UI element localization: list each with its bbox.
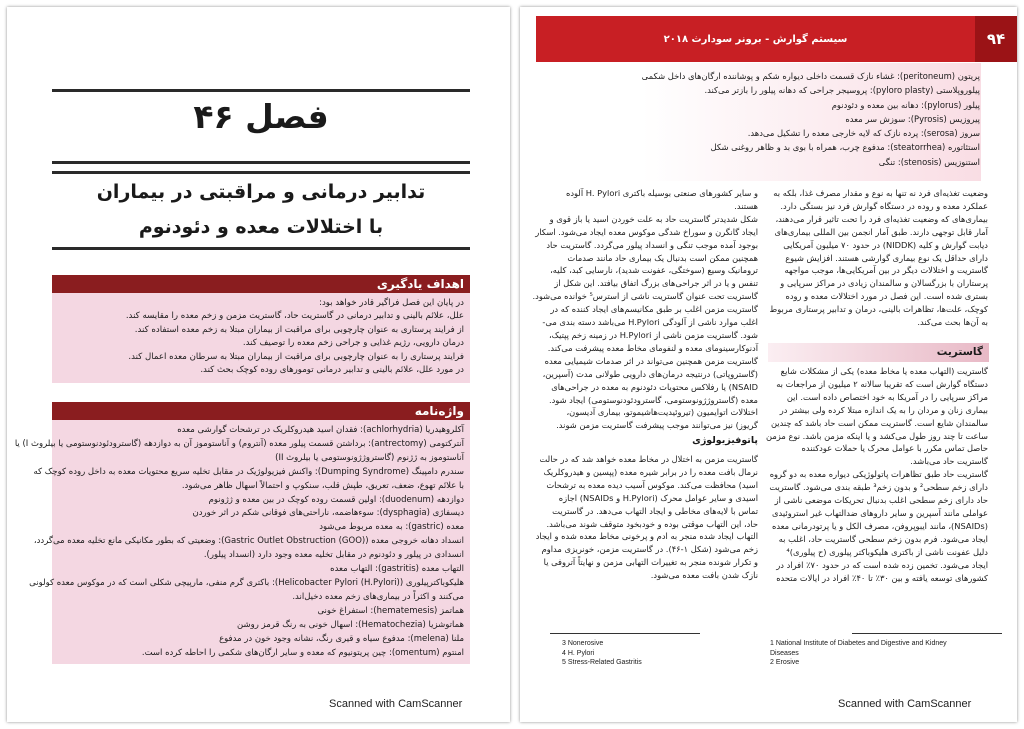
rule-mid-2	[52, 171, 470, 174]
definition-item: پیلوروپلاستی (pyloro plasty): پروسیجر جراحی که دهانه پیلور را بازتر می‌کند.	[704, 85, 980, 96]
paragraph-line: زخم می‌شود (شکل ۱-۴۶). در گاستریت مزمن، خونریزی مداوم	[541, 544, 758, 555]
objectives-heading: اهداف یادگیری	[52, 275, 470, 293]
footnote-item: 5 Stress-Related Gastritis	[562, 659, 642, 666]
glossary-item: سندرم دامپینگ (Dumping Syndrome): واکنش فیزیولوژیک در مقابل تخلیه سریع محتویات معده به داخل روده کوچک که	[33, 466, 464, 477]
paragraph-line: شکل شدیدتر گاستریت حاد به علت خوردن اسید یا باز قوی و	[549, 213, 758, 224]
glossary-item: انسداد دهانه خروجی معده (Gastric Outlet Obstruction (GOO)): وضعیتی که بطور مکانیکی مانع تخلیه معده می‌گردد،	[33, 536, 464, 547]
glossary-item: انسدادی در پیلور و دئودنوم در مقابل تخلیه معده وجود دارد (انسداد پیلور).	[203, 550, 464, 561]
footnote-item: 2 Erosive	[770, 659, 800, 666]
paragraph-line: ایجاد می‌شود. تخمین زده شده است که در حدود ۷۰٪ افراد در	[776, 559, 988, 570]
paragraph-line: دیابت گوارش و کلیه (NIDDK) در حدود ۷۰ میلیون آمریکایی	[783, 239, 988, 250]
paragraph-line: هستند.	[734, 200, 758, 211]
paragraph-line: و سایر کشورهای صنعتی بوسیله باکتری H. Pylori آلوده	[565, 188, 758, 198]
paragraph-line: عملکرد معده و روده در دستگاه گوارش فرد نیز بستگی دارد.	[780, 200, 988, 211]
glossary-box	[14, 402, 470, 664]
paragraph-line: گاستریت تحت عنوان گاستریت ناشی از استرس⁵ خوانده می‌شود.	[532, 291, 758, 302]
footnote-rule-right	[852, 633, 1002, 634]
paragraph-line: ایجاد می‌شود. فرم بدون زخم سطحی گاستریت حاد، اغلب به	[778, 533, 988, 544]
paragraph-line: عواملی مانند آسپرین و سایر داروهای ضدالتهاب غیر استروئیدی	[772, 507, 988, 518]
glossary-item: دیسفاژی (dysphagia): سوءهاضمه، ناراحتی‌های فوقانی شکم در اثر خوردن	[192, 508, 464, 519]
paragraph-line: (گاستروپاتی) درنتیجه درمان‌های دارویی طولانی مدت (آسپرین،	[542, 368, 758, 379]
definition-item: پیلور (pylorus): دهانه بین معده و دئودنوم	[831, 99, 980, 110]
definitions-list	[580, 69, 980, 169]
footnotes-left	[562, 639, 642, 668]
paragraph-line: کوچک، علت‌ها، تظاهرات بالینی، درمان و تدابیر پرستاری مربوط	[769, 304, 988, 315]
glossary-item: با علائم تهوع، ضعف، تعریق، طپش قلب، سنکوپ و احتمالاً اسهال ظاهر می‌شود.	[181, 480, 464, 491]
chapter-subtitle-2: با اختلالات معده و دئودنوم	[138, 216, 384, 238]
paragraph-line: گاستریت حاد طبق تظاهرات پاتولوژیکی دیواره معده به دو گروه	[769, 469, 988, 480]
paragraph-line: وضعیت تغذیه‌ای فرد نه تنها به نوع و مقدار مصرف غذا، بلکه به	[773, 188, 988, 198]
paragraph-line: گاستریت حاد می‌باشد.	[910, 456, 988, 467]
paragraph-line: دارای زخم سطحی² و بدون زخم³ طبقه بندی می‌شود. گاستریت	[769, 482, 988, 493]
paragraph-line: تنفس و یا در اثر جراحی‌های بزرگ اتفاق بیافتد. این شکل از	[554, 278, 758, 289]
glossary-item: می‌کنند و اکثراً در بیماری‌های زخم معده دخیل‌اند.	[292, 591, 464, 602]
glossary-item: هماتوشزیا (Hematochezia): اسهال خونی به رنگ قرمز روشن	[237, 619, 464, 630]
definition-item: سروز (serosa): پرده نازک که لایه خارجی معده را تشکیل می‌دهد.	[747, 128, 980, 139]
paragraph-line: گریوز) نیز می‌توانند موجب پیشرفت گاستریت مزمن شوند.	[556, 420, 758, 431]
paragraph-line: (NSAIDs)، مانند ایبوپروفن، مصرف الکل و یا پرتودرمانی معده	[771, 520, 988, 531]
left-page	[7, 7, 510, 722]
paragraph-line: و تکرار شونده منجر به تغییرات التهابی مزمن و نهایتاً آتروفی یا	[543, 557, 758, 568]
glossary-item: دوازدهه (duodenum): اولین قسمت روده کوچک در بین معده و ژژونوم	[208, 494, 464, 505]
footnote-item: 1 National Institute of Diabetes and Digestive and Kidney	[770, 640, 947, 647]
objectives-list	[52, 293, 470, 379]
left-column	[532, 187, 758, 432]
paragraph-line: اسید) محافظت می‌کند. موکوس آسیب دیده معده به ترشحات	[546, 479, 758, 490]
footnote-rule-left	[550, 633, 700, 634]
objective-item: علل، علائم بالینی و تدابیر درمانی در گاستریت حاد، گاستریت مزمن و زخم معده را مقایسه کند.	[125, 311, 464, 322]
paragraph-line: ساعت تا چند روز طول می‌کشد و یا اینکه مزمن باشد. نوع مزمن	[766, 430, 988, 441]
glossary-heading: واژه‌نامه	[52, 402, 470, 420]
chapter-subtitle-1: تدابیر درمانی و مراقبتی در بیماران	[96, 181, 426, 203]
paragraph-line: اغلب موارد ناشی از آلودگی H.Pylori می‌باشد دسته بندی می-	[542, 317, 758, 328]
objective-item: از فرایند پرستاری به عنوان چارچوبی برای مراقبت از بیماران مبتلا به زخم معده استفاده کند.	[134, 324, 464, 335]
paragraph-line: نازک شدن بافت معده می‌شود.	[650, 570, 758, 581]
pathophys-heading: پاتوفیزیولوژی	[692, 435, 758, 446]
paragraph-line: حاد، این التهاب موقتی بوده و خودبخود متوقف شوند می‌باشد.	[546, 518, 758, 529]
glossary-item: ملنا (melena): مدفوع سیاه و قیری رنگ، نشانه وجود خون در مدفوع	[219, 633, 464, 644]
paragraph-line: مراکز سرپایی را در آمریکا به خود اختصاص داده است. این	[786, 391, 988, 402]
glossary-list	[14, 420, 470, 662]
objective-item: در پایان این فصل فراگیر قادر خواهد بود:	[319, 298, 464, 308]
glossary-item: آنتركتومی (antrectomy): برداشتن قسمت پیلور معده (آنتروم) و آناستوموز آن به دوازدهه (گاسترودئودنوستومی یا بیلروث I) یا	[14, 438, 464, 449]
definition-item: استئاتوره (steatorrhea): مدفوع چرب، همراه با بوی بد و ظاهر روغنی شکل	[710, 142, 980, 153]
paragraph-line: بوجود آمده موجب تنگی و انسداد پیلور می‌گردد. گاستریت حاد	[546, 239, 758, 250]
glossary-item: التهاب معده (gastritis): التهاب معده	[330, 564, 464, 575]
paragraph-line: معده (گاستروژژونوستومی، گاسترودئودنوستومی) ایجاد شود.	[548, 394, 758, 405]
paragraph-line: گاستریت و اختلالات دیگر در بین آمریکایی‌ها، موجب مواجهه	[784, 265, 988, 276]
paragraph-line: دلیل عفونت ناشی از باکتری هلیکوباکتر پیلوری (ح پیلوری)⁴	[786, 546, 988, 557]
glossary-item: هماتمز (hematemesis): استفراغ خونی	[317, 605, 464, 616]
definition-item: استنوزیس (stenosis): تنگی	[878, 156, 980, 167]
objective-item: فرایند پرستاری را به عنوان چارچوبی برای مراقبت از بیماران مبتلا به سرطان معده اعمال کند.	[128, 351, 464, 362]
right-column-gastritis	[766, 365, 988, 584]
paragraph-line: به آن‌ها بحث می‌کند.	[917, 317, 988, 328]
paragraph-line: گاستریت مزمن اغلب بر طبق مکانیسم‌های ایجاد کننده که در	[550, 304, 758, 315]
right-column-intro	[770, 187, 988, 329]
paragraph-line: گاستریت مزمن به اختلال در مخاط معده خواهد شد که در حالت	[539, 454, 758, 464]
footnote-item: 3 Nonerosive	[562, 640, 604, 647]
paragraph-line: ایجاد گانگرن و سوراخ شدگی موکوس معده ایجاد می‌شود. اسکار	[535, 226, 758, 237]
footnotes-right	[770, 639, 947, 668]
paragraph-line: اختلالات اتوایمیون (تیروئیدیت‌هاشیموتو، بیماری آدیسون،	[566, 407, 758, 418]
footnote-item: Diseases	[770, 649, 799, 657]
objective-item: در مورد علل، علائم بالینی و تدابیر درمانی تومورهای روده کوچک بحث کند.	[200, 365, 464, 376]
objective-item: درمان دارویی، رژیم غذایی و جراحی زخم معده را توصیف کند.	[242, 338, 464, 349]
paragraph-line: نرمال بافت معده را در برابر شیره معده (پپسین و هیدروکلریک	[543, 466, 758, 477]
scan-label-left: Scanned with CamScanner	[329, 698, 463, 710]
paragraph-line: گاستریت مزمن همچنین می‌تواند در اثر صدمات شیمیایی معده	[544, 355, 758, 366]
page-number: ۹۴	[975, 16, 1017, 62]
scan-label-right: Scanned with CamScanner	[838, 698, 972, 710]
glossary-item: معده (gastric): به معده مربوط می‌شود	[319, 522, 464, 533]
pathophys-heading-wrap	[540, 435, 758, 448]
rule-top	[52, 89, 470, 92]
paragraph-line: شود. گاستریت مزمن ناشی از H.Pylori در زمینه زخم پپتیک،	[548, 329, 758, 340]
paragraph-line: دستگاه گوارش است که تقریبا سالانه ۲ میلیون از مراجعات به	[776, 378, 988, 389]
paragraph-line: پرستاران با بزرگسالان و سالمندان زیادی در مراکز سرپایی و	[780, 278, 988, 289]
glossary-item: آناستوموز به ژژنوم (گاستروژژونوستومی یا بیلروث II)	[275, 452, 464, 463]
left-column-pathophys	[535, 453, 758, 582]
paragraph-line: بستری شده است. این فصل در مورد اختلالات معده و روده	[785, 291, 988, 302]
header-title: سیستم گوارش - برونر سودارث ۲۰۱۸	[536, 16, 975, 62]
paragraph-line: حاصل تماس مکرر با عوامل محرک یا حملات عودکننده	[801, 443, 988, 454]
paragraph-line: التهاب ایجاد شده منجر به ادم و پرخونی مخاط معده شده و ایجاد	[535, 531, 758, 542]
objectives-box	[52, 275, 470, 383]
right-page	[520, 7, 1017, 722]
definition-item: پیروزیس (Pyrosis): سوزش سر معده	[845, 113, 980, 124]
paragraph-line: کشورهای توسعه یافته و بین ۳۰٪ تا ۴۰٪ افراد در ایالات متحده	[776, 572, 988, 583]
glossary-item: امنتوم (omentum): چین پریتونیوم که معده و سایر ارگان‌های شکمی را احاطه کرده است.	[141, 647, 464, 658]
paragraph-line: سالمندان شایع است. گاستریت ممکن است حاد باشد که چندین	[770, 417, 988, 428]
paragraph-line: گاستریت (التهاب معده یا مخاط معده) یکی از مشکلات شایع	[780, 366, 988, 376]
gastritis-heading: گاستریت	[768, 343, 989, 362]
paragraph-line: دارای حداقل یک نوع بیماری گوارشی هستند. افزایش شیوع	[785, 252, 988, 263]
paragraph-line: بیماری زنان و مردان را به یک اندازه مبتلا کرده ولی بیشتر در	[779, 404, 988, 415]
paragraph-line: بیماری‌های که وضعیت تغذیه‌ای فرد را تحت تاثیر قرار می‌دهند،	[775, 213, 988, 224]
paragraph-line: ترومانیک وسیع (سوختگی، عفونت شدید)، نارسایی کبد، کلیه،	[550, 265, 758, 276]
paragraph-line: آدنوکارسینومای معده و لنفومای مخاط معده پیشرفت می‌کند.	[547, 342, 758, 353]
paragraph-line: همچنین ممکن است بدنبال یک بیماری حاد مانند صدمات	[567, 252, 758, 263]
glossary-item: هلیکوباکترپیلوری (Helicobacter Pylori (H.Pylori)): باکتری گرم منفی، مارپیچی شکلی است که در موکوس معده کولونی	[29, 577, 464, 588]
rule-bottom	[52, 247, 470, 250]
rule-mid-1	[52, 161, 470, 164]
paragraph-line: اسیدی و سایر عوامل محرک (H.Pylori و NSAIDs) اجازه	[558, 492, 758, 503]
footnote-item: 4 H. Pylori	[562, 649, 595, 657]
paragraph-line: آمار قابل توجهی دارند. طبق آمار انجمن بین المللی بیماری‌های	[774, 226, 988, 237]
glossary-item: آکلروهیدریا (achlorhydria): فقدان اسید هیدروکلریک در ترشحات گوارشی معده	[177, 425, 464, 435]
paragraph-line: NSAID) یا رفلاکس محتویات دئودنوم به معده در جراحی‌های	[551, 381, 758, 392]
page-header	[536, 16, 1017, 62]
paragraph-line: تماس با لایه‌های مخاطی و ایجاد التهاب می‌دهد. در گاستریت	[552, 505, 758, 516]
definition-item: پریتون (peritoneum): غشاء نازک قسمت داخلی دیواره شکم و پوشاننده ارگان‌های داخل شکمی	[641, 71, 980, 81]
paragraph-line: حاد دارای زخم سطحی اغلب بدنبال تحریکات موضعی ناشی از	[774, 495, 988, 506]
chapter-title: فصل ۴۶	[193, 97, 329, 136]
